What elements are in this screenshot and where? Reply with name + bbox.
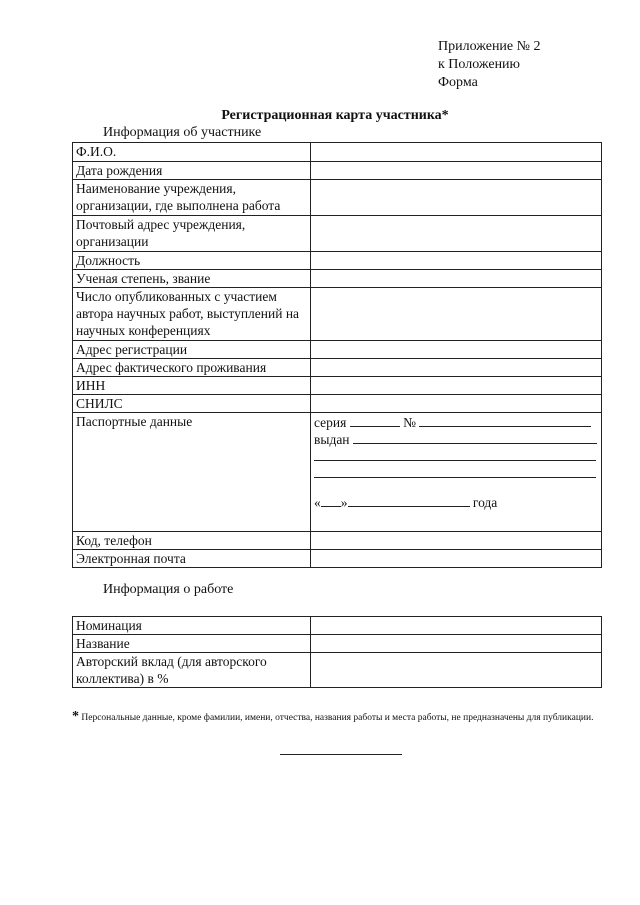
table-row bbox=[73, 270, 602, 288]
row-label: Название bbox=[73, 635, 311, 653]
row-label: Почтовый адрес учреждения, организации bbox=[73, 216, 311, 252]
table-row bbox=[73, 252, 602, 270]
section-participant-info: Информация об участнике bbox=[103, 125, 262, 140]
issued-field-cont-1[interactable] bbox=[314, 448, 596, 461]
work-info-table bbox=[72, 616, 602, 688]
table-row bbox=[73, 216, 602, 252]
value-cell[interactable] bbox=[311, 377, 602, 395]
row-label: Наименование учреждения, организации, где выполнена работа bbox=[73, 180, 311, 216]
passport-extra-line-2 bbox=[314, 465, 598, 482]
table-row bbox=[73, 635, 602, 653]
value-cell[interactable] bbox=[311, 288, 602, 341]
series-field[interactable] bbox=[350, 414, 400, 427]
row-label: Число опубликованных с участием автора научных работ, выступлений на научных конференциях bbox=[73, 288, 311, 341]
footnote bbox=[72, 710, 612, 725]
appendix-number: Приложение № 2 bbox=[438, 39, 541, 54]
row-label: Ученая степень, звание bbox=[73, 270, 311, 288]
footnote-text: Персональные данные, кроме фамилии, имени, отчества, названия работы и места работы, не предназначены для публикации. bbox=[81, 713, 594, 723]
row-label: Электронная почта bbox=[73, 550, 311, 568]
table-row bbox=[73, 617, 602, 635]
value-cell[interactable] bbox=[311, 359, 602, 377]
table-row bbox=[73, 653, 602, 688]
table-row bbox=[73, 395, 602, 413]
value-cell[interactable] bbox=[311, 550, 602, 568]
footnote-marker: * bbox=[72, 709, 79, 724]
table-row bbox=[73, 550, 602, 568]
value-cell[interactable] bbox=[311, 180, 602, 216]
passport-date-line bbox=[314, 494, 598, 511]
issued-label: выдан bbox=[314, 432, 350, 447]
row-label: ИНН bbox=[73, 377, 311, 395]
row-label: Паспортные данные bbox=[73, 413, 311, 532]
table-row bbox=[73, 359, 602, 377]
value-cell[interactable] bbox=[311, 270, 602, 288]
row-label: Авторский вклад (для авторского коллектива) в % bbox=[73, 653, 311, 688]
table-row bbox=[73, 377, 602, 395]
close-quote: » bbox=[340, 495, 348, 510]
value-cell[interactable] bbox=[311, 216, 602, 252]
separator-line bbox=[280, 754, 402, 755]
row-label: Адрес фактического проживания bbox=[73, 359, 311, 377]
section-work-info: Информация о работе bbox=[103, 582, 234, 597]
table-row bbox=[73, 180, 602, 216]
value-cell[interactable] bbox=[311, 341, 602, 359]
series-label: серия bbox=[314, 415, 347, 430]
passport-extra-line-1 bbox=[314, 448, 598, 465]
passport-cell bbox=[311, 413, 602, 532]
appendix-form-label: Форма bbox=[438, 75, 478, 90]
passport-issued-line bbox=[314, 431, 598, 448]
value-cell[interactable] bbox=[311, 653, 602, 688]
participant-info-table bbox=[72, 142, 602, 568]
row-label: Номинация bbox=[73, 617, 311, 635]
row-label: Ф.И.О. bbox=[73, 143, 311, 162]
table-row bbox=[73, 532, 602, 550]
day-field[interactable] bbox=[321, 494, 341, 507]
issued-field[interactable] bbox=[353, 431, 597, 444]
appendix-reference: к Положению bbox=[438, 57, 521, 72]
number-field[interactable] bbox=[419, 414, 591, 427]
document-title: Регистрационная карта участника* bbox=[221, 108, 449, 123]
month-year-field[interactable] bbox=[348, 494, 470, 507]
value-cell[interactable] bbox=[311, 617, 602, 635]
table-row bbox=[73, 341, 602, 359]
table-row bbox=[73, 143, 602, 162]
table-row bbox=[73, 162, 602, 180]
year-label: года bbox=[472, 495, 498, 510]
row-label: Адрес регистрации bbox=[73, 341, 311, 359]
row-label: Дата рождения bbox=[73, 162, 311, 180]
value-cell[interactable] bbox=[311, 252, 602, 270]
value-cell[interactable] bbox=[311, 532, 602, 550]
value-cell[interactable] bbox=[311, 162, 602, 180]
value-cell[interactable] bbox=[311, 395, 602, 413]
table-row bbox=[73, 413, 602, 532]
number-label: № bbox=[403, 415, 416, 430]
open-quote: « bbox=[314, 495, 321, 510]
row-label: Код, телефон bbox=[73, 532, 311, 550]
value-cell[interactable] bbox=[311, 143, 602, 162]
row-label: Должность bbox=[73, 252, 311, 270]
row-label: СНИЛС bbox=[73, 395, 311, 413]
appendix-header bbox=[438, 38, 541, 92]
issued-field-cont-2[interactable] bbox=[314, 465, 596, 478]
table-row bbox=[73, 288, 602, 341]
passport-series-line bbox=[314, 414, 598, 431]
value-cell[interactable] bbox=[311, 635, 602, 653]
